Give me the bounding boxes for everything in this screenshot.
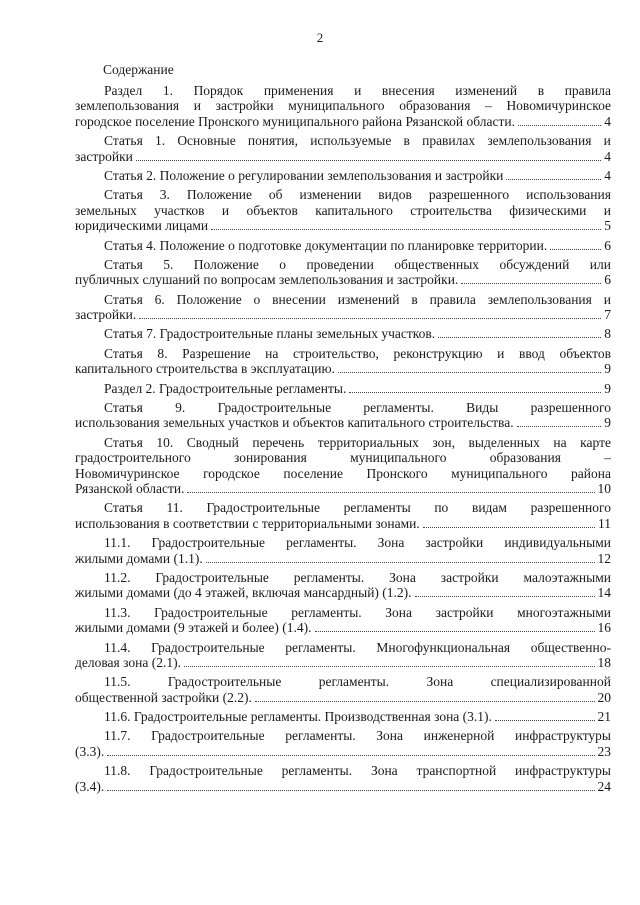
toc-word: муниципального: [350, 450, 447, 466]
toc-word: правила: [429, 291, 476, 307]
toc-word: Зона: [370, 763, 398, 779]
toc-word: регламенты.: [286, 535, 357, 551]
toc-word: застройки: [440, 569, 499, 585]
toc-word: изменений: [337, 291, 400, 307]
toc-page-number: 10: [597, 480, 611, 496]
toc-word: Статья: [104, 345, 143, 361]
toc-word: Градостроительные: [167, 674, 282, 690]
toc-entry-line: [75, 218, 611, 233]
toc-entry-line: [75, 779, 611, 794]
toc-page-number: 11: [598, 515, 611, 531]
toc-word: застройки: [425, 535, 484, 551]
toc-entry-text: 11.6. Градостроительные регламенты. Производственная зона (3.1).: [104, 709, 492, 725]
toc-entry-text: Рязанской области.: [75, 480, 185, 496]
toc-page-number: 4: [604, 113, 611, 129]
toc-word: 11.: [166, 500, 183, 516]
toc-word: Статья: [104, 291, 143, 307]
toc-entry-line: [75, 690, 611, 705]
toc-word: и: [221, 202, 230, 218]
toc-word: выделенных: [468, 434, 540, 450]
toc-word: видам: [471, 500, 507, 516]
toc-word: об: [268, 187, 283, 203]
toc-entry: [75, 381, 611, 396]
toc-entry: [75, 257, 611, 288]
toc-entry-line: [75, 381, 611, 396]
toc-word: застройки: [215, 98, 274, 114]
table-of-contents: [0, 83, 640, 798]
toc-entry-text: жилыми домами (1.1).: [75, 550, 203, 566]
toc-word: территориальных: [317, 434, 419, 450]
toc-word: инфраструктуры: [515, 763, 611, 779]
toc-word: разрешенного: [530, 400, 611, 416]
toc-entry: [75, 728, 611, 759]
toc-entry-text: деловая зона (2.1).: [75, 654, 181, 670]
toc-word: 11.7.: [104, 728, 131, 744]
toc-word: применения: [263, 83, 334, 98]
toc-entry-text: застройки: [75, 148, 133, 164]
toc-word: реконструкцию: [393, 345, 483, 361]
toc-word: Зона: [389, 569, 416, 585]
toc-entry-line: [75, 481, 611, 496]
dot-leader: [495, 719, 595, 721]
dot-leader: [139, 317, 601, 319]
toc-page-number: 16: [597, 620, 611, 636]
toc-word: Зона: [385, 604, 413, 620]
toc-entry: [75, 400, 611, 431]
toc-word: Градостроительные: [151, 728, 265, 744]
toc-word: регламенты.: [281, 763, 353, 779]
toc-page-number: 24: [597, 778, 611, 794]
toc-entry: [75, 674, 611, 705]
toc-entry-text: жилыми домами (9 этажей и более) (1.4).: [75, 620, 312, 636]
toc-word: Статья: [104, 256, 143, 272]
toc-word: в: [537, 83, 545, 98]
toc-entry-text: Статья 4. Положение о подготовке документации по планировке территории.: [104, 237, 548, 253]
toc-word: и: [354, 83, 362, 98]
toc-word: используемые: [310, 133, 392, 149]
toc-word: 11.8.: [104, 763, 131, 779]
toc-entry-line: [75, 203, 611, 218]
toc-word: о: [253, 291, 261, 307]
dot-leader: [423, 526, 595, 528]
toc-page-number: 21: [597, 709, 611, 725]
dot-leader: [206, 561, 595, 563]
toc-entry-line: [75, 763, 611, 778]
toc-word: муниципального: [288, 98, 385, 114]
toc-entry-line: [75, 551, 611, 566]
toc-word: или: [589, 256, 611, 272]
dot-leader: [506, 178, 601, 180]
toc-entry-line: [75, 535, 611, 550]
toc-word: землепользования: [487, 133, 592, 149]
toc-entry-line: [75, 307, 611, 322]
toc-word: 10.: [156, 434, 174, 450]
toc-entry-line: [75, 83, 611, 98]
toc-word: о: [279, 256, 287, 272]
toc-word: Порядок: [193, 83, 244, 98]
toc-word: 1.: [162, 83, 173, 98]
dot-leader: [518, 124, 601, 126]
toc-entry: [75, 435, 611, 497]
toc-entry-line: [75, 674, 611, 689]
toc-page-number: 8: [604, 326, 611, 342]
toc-word: специализированной: [490, 674, 611, 690]
toc-word: индивидуальными: [504, 535, 611, 551]
toc-entry-text: капитального строительства в эксплуатацию.: [75, 361, 335, 377]
toc-word: видов: [378, 187, 412, 203]
toc-entry-line: [75, 466, 611, 481]
toc-word: проведении: [306, 256, 374, 272]
toc-word: ввод: [519, 345, 545, 361]
toc-word: 11.5.: [104, 674, 131, 690]
toc-word: изменении: [299, 187, 362, 203]
toc-word: района: [571, 465, 611, 481]
toc-word: инфраструктуры: [515, 728, 611, 744]
toc-word: регламенты.: [293, 569, 365, 585]
toc-word: Новомичуринское: [75, 465, 180, 481]
toc-word: регламенты.: [285, 728, 356, 744]
toc-word: –: [604, 450, 611, 466]
toc-word: на: [553, 434, 567, 450]
toc-word: и: [603, 133, 611, 149]
toc-word: Зона: [426, 674, 454, 690]
toc-word: образования: [399, 98, 471, 114]
toc-entry: [75, 346, 611, 377]
toc-entry: [75, 500, 611, 531]
toc-entry: [75, 535, 611, 566]
toc-word: строительство,: [293, 345, 379, 361]
toc-word: городское: [203, 465, 260, 481]
dot-leader: [338, 371, 601, 373]
toc-word: капитального: [315, 202, 393, 218]
toc-entry-text: городское поселение Пронского муниципального района Рязанской области.: [75, 113, 515, 129]
toc-entry-text: застройки.: [75, 307, 137, 323]
toc-word: Пронского: [366, 465, 428, 481]
toc-word: использования: [526, 187, 611, 203]
toc-entry-line: [75, 605, 611, 620]
toc-page-number: 9: [604, 380, 611, 396]
toc-word: правила: [564, 83, 611, 98]
toc-word: строительства: [410, 202, 492, 218]
toc-word: изменений: [455, 83, 518, 98]
toc-entry-line: [75, 655, 611, 670]
toc-word: Раздел: [104, 83, 143, 98]
toc-entry: [75, 168, 611, 183]
dot-leader: [438, 336, 601, 338]
toc-word: Градостроительные: [155, 569, 269, 585]
toc-word: Зона: [376, 728, 404, 744]
toc-entry-text: Статья 7. Градостроительные планы земельных участков.: [104, 326, 436, 342]
toc-entry-text: жилыми домами (до 4 этажей, включая мансардный) (1.2).: [75, 585, 412, 601]
page-number: 2: [316, 30, 324, 45]
toc-entry: [75, 292, 611, 323]
toc-word: карте: [580, 434, 611, 450]
toc-word: Виды: [466, 400, 499, 416]
toc-entry-text: (3.4).: [75, 778, 105, 794]
toc-word: Положение: [186, 187, 252, 203]
toc-word: Градостроительные: [217, 400, 332, 416]
toc-entry-text: использования в соответствии с территориальными зонами.: [75, 515, 420, 531]
toc-word: по: [434, 500, 449, 516]
toc-word: Статья: [104, 500, 143, 516]
toc-entry-line: [75, 272, 611, 287]
toc-page-number: 20: [597, 689, 611, 705]
toc-word: землепользования: [487, 291, 592, 307]
dot-leader: [517, 425, 602, 427]
toc-entry-line: [75, 640, 611, 655]
toc-entry-line: [75, 620, 611, 635]
toc-entry-line: [75, 257, 611, 272]
toc-entry: [75, 187, 611, 233]
toc-entry-line: [75, 346, 611, 361]
toc-word: регламенты.: [291, 604, 362, 620]
dot-leader: [315, 630, 595, 632]
toc-entry-line: [75, 400, 611, 415]
toc-entry-text: публичных слушаний по вопросам землепользования и застройки.: [75, 272, 459, 288]
toc-word: Статья: [104, 133, 143, 149]
toc-word: в: [403, 133, 410, 149]
toc-word: и: [603, 202, 611, 218]
toc-word: обсуждений: [499, 256, 570, 272]
toc-word: 1.: [155, 133, 166, 149]
dot-leader: [415, 595, 595, 597]
toc-word: 5.: [163, 256, 174, 272]
toc-page-number: 5: [604, 218, 611, 234]
toc-word: инженерной: [423, 728, 495, 744]
toc-page-number: 9: [604, 361, 611, 377]
toc-word: внесения: [381, 83, 435, 98]
dot-leader: [461, 282, 601, 284]
toc-word: Градостроительные: [149, 763, 263, 779]
toc-entry-line: [75, 500, 611, 515]
toc-word: Статья: [104, 187, 143, 203]
toc-word: Положение: [193, 256, 259, 272]
toc-word: общественно-: [530, 639, 611, 655]
toc-entry-line: [75, 187, 611, 202]
toc-word: зонирования: [234, 450, 307, 466]
toc-word: 8.: [157, 345, 168, 361]
toc-entry-line: [75, 133, 611, 148]
dot-leader: [187, 491, 594, 493]
toc-entry-line: [75, 98, 611, 113]
toc-entry-line: [75, 516, 611, 531]
toc-page-number: 23: [597, 743, 611, 759]
dot-leader: [550, 248, 601, 250]
toc-word: Новомичуринское: [506, 98, 611, 114]
toc-word: внесении: [272, 291, 326, 307]
toc-word: Градостроительные: [151, 639, 265, 655]
toc-word: Сводный: [186, 434, 239, 450]
dot-leader: [107, 754, 594, 756]
toc-page-number: 6: [604, 237, 611, 253]
toc-word: перечень: [252, 434, 305, 450]
toc-entry: [75, 763, 611, 794]
toc-entry-line: [75, 361, 611, 376]
toc-word: малоэтажными: [523, 569, 611, 585]
toc-word: 11.3.: [104, 604, 131, 620]
toc-page-number: 12: [597, 550, 611, 566]
toc-page-number: 4: [604, 148, 611, 164]
toc-entry-line: [75, 450, 611, 465]
toc-entry-text: Статья 2. Положение о регулировании землепользования и застройки: [104, 167, 504, 183]
toc-entry-text: (3.3).: [75, 743, 105, 759]
toc-word: Разрешение: [182, 345, 251, 361]
toc-word: зон,: [432, 434, 455, 450]
toc-page-number: 14: [597, 585, 611, 601]
toc-entry-line: [75, 415, 611, 430]
toc-word: 11.2.: [104, 569, 131, 585]
toc-page-number: 18: [597, 654, 611, 670]
toc-entry: [75, 709, 611, 724]
toc-word: транспортной: [416, 763, 497, 779]
toc-word: 11.4.: [104, 639, 131, 655]
toc-entry: [75, 238, 611, 253]
toc-word: разрешенного: [428, 187, 510, 203]
toc-word: Градостроительные: [206, 500, 320, 516]
toc-word: земельных: [75, 202, 137, 218]
dot-leader: [349, 391, 601, 393]
toc-word: образования: [489, 450, 561, 466]
toc-word: Положение: [176, 291, 242, 307]
toc-entry-line: [75, 326, 611, 341]
toc-word: понятия,: [247, 133, 299, 149]
toc-entry: [75, 133, 611, 164]
toc-entry: [75, 83, 611, 129]
toc-entry-line: [75, 709, 611, 724]
toc-word: Статья: [104, 434, 143, 450]
toc-entry: [75, 570, 611, 601]
toc-entry-text: Раздел 2. Градостроительные регламенты.: [104, 380, 347, 396]
toc-entry: [75, 605, 611, 636]
toc-entry-line: [75, 585, 611, 600]
toc-word: 9.: [175, 400, 186, 416]
toc-entry-line: [75, 570, 611, 585]
toc-entry: [75, 640, 611, 671]
toc-heading: Содержание: [103, 62, 174, 77]
toc-entry-line: [75, 238, 611, 253]
toc-entry: [75, 326, 611, 341]
toc-word: застройки: [435, 604, 494, 620]
toc-word: градостроительного: [75, 450, 191, 466]
toc-word: 11.1.: [104, 535, 131, 551]
toc-entry-line: [75, 744, 611, 759]
toc-word: общественных: [394, 256, 480, 272]
toc-word: физическими: [509, 202, 587, 218]
toc-page-number: 7: [604, 307, 611, 323]
toc-entry-text: общественной застройки (2.2).: [75, 689, 252, 705]
toc-word: участков: [154, 202, 205, 218]
toc-word: и: [603, 291, 611, 307]
toc-word: 3.: [159, 187, 170, 203]
toc-word: регламенты.: [363, 400, 434, 416]
toc-word: Градостроительные: [154, 604, 268, 620]
toc-word: поселение: [283, 465, 343, 481]
dot-leader: [136, 159, 601, 161]
toc-word: многоэтажными: [517, 604, 611, 620]
toc-word: объектов: [559, 345, 611, 361]
toc-word: в: [411, 291, 418, 307]
toc-word: –: [485, 98, 492, 114]
toc-entry-line: [75, 292, 611, 307]
toc-word: 6.: [154, 291, 165, 307]
toc-entry-text: юридическими лицами: [75, 218, 209, 234]
toc-entry-line: [75, 728, 611, 743]
toc-word: разрешенного: [530, 500, 611, 516]
toc-word: муниципального: [451, 465, 548, 481]
toc-word: Основные: [177, 133, 236, 149]
toc-word: Градостроительные: [151, 535, 266, 551]
toc-word: землепользования: [75, 98, 180, 114]
toc-word: Статья: [104, 400, 143, 416]
toc-word: Зона: [377, 535, 405, 551]
toc-word: на: [265, 345, 279, 361]
toc-word: регламенты.: [285, 639, 356, 655]
toc-word: Многофункциональная: [376, 639, 511, 655]
dot-leader: [184, 665, 595, 667]
toc-entry-text: использования земельных участков и объектов капитального строительства.: [75, 415, 514, 431]
dot-leader: [107, 789, 594, 791]
toc-word: объектов: [246, 202, 298, 218]
toc-entry-line: [75, 114, 611, 129]
toc-entry-line: [75, 435, 611, 450]
toc-word: регламенты.: [318, 674, 390, 690]
toc-page-number: 4: [604, 167, 611, 183]
toc-entry-line: [75, 149, 611, 164]
toc-entry-line: [75, 168, 611, 183]
toc-page-number: 9: [604, 415, 611, 431]
toc-word: регламенты: [343, 500, 411, 516]
dot-leader: [255, 700, 595, 702]
toc-word: и: [497, 345, 505, 361]
dot-leader: [211, 228, 601, 230]
toc-page-number: 6: [604, 272, 611, 288]
toc-word: и: [193, 98, 202, 114]
toc-word: правилах: [422, 133, 476, 149]
